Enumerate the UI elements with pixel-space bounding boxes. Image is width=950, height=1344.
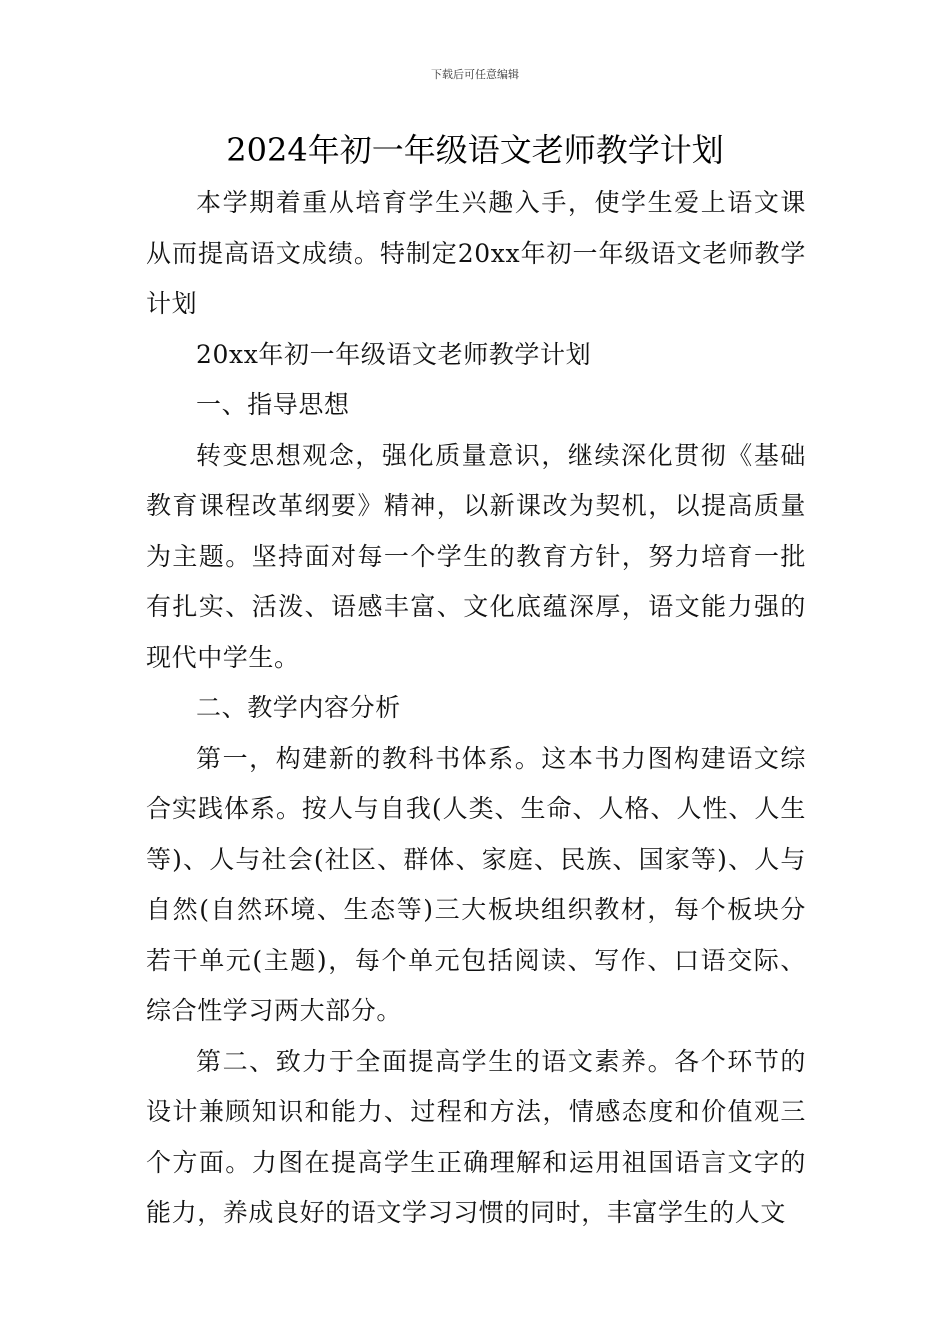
- paragraph-intro: 本学期着重从培育学生兴趣入手，使学生爱上语文课从而提高语文成绩。特制定20xx年初一年级语文老师教学计划: [146, 188, 806, 318]
- section-heading-guiding-thought: 一、指导思想: [196, 390, 350, 419]
- paragraph-subtitle: 20xx年初一年级语文老师教学计划: [196, 339, 592, 369]
- paragraph-second-point: 第二、致力于全面提高学生的语文素养。各个环节的设计兼顾知识和能力、过程和方法，情感态度和价值观三个方面。力图在提高学生正确理解和运用祖国语言文字的能力，养成良好的语文学习习惯的同时，丰富学生的人文: [146, 1046, 806, 1227]
- paragraph-first-point: 第一，构建新的教科书体系。这本书力图构建语文综合实践体系。按人与自我(人类、生命、人格、人性、人生等)、人与社会(社区、群体、家庭、民族、国家等)、人与自然(自然环境、生态等)三大板块组织教材，每个板块分若干单元(主题)，每个单元包括阅读、写作、口语交际、综合性学习两大部分。: [146, 743, 806, 1025]
- section-heading-content-analysis: 二、教学内容分析: [196, 693, 401, 722]
- document-title: 2024年初一年级语文老师教学计划: [226, 131, 724, 169]
- paragraph-guiding-thought: 转变思想观念，强化质量意识，继续深化贯彻《基础教育课程改革纲要》精神，以新课改为契机，以提高质量为主题。坚持面对每一个学生的教育方针，努力培育一批有扎实、活泼、语感丰富、文化底蕴深厚，语文能力强的现代中学生。: [146, 440, 806, 672]
- document-body: [146, 178, 806, 1239]
- header-note: 下载后可任意编辑: [431, 68, 519, 81]
